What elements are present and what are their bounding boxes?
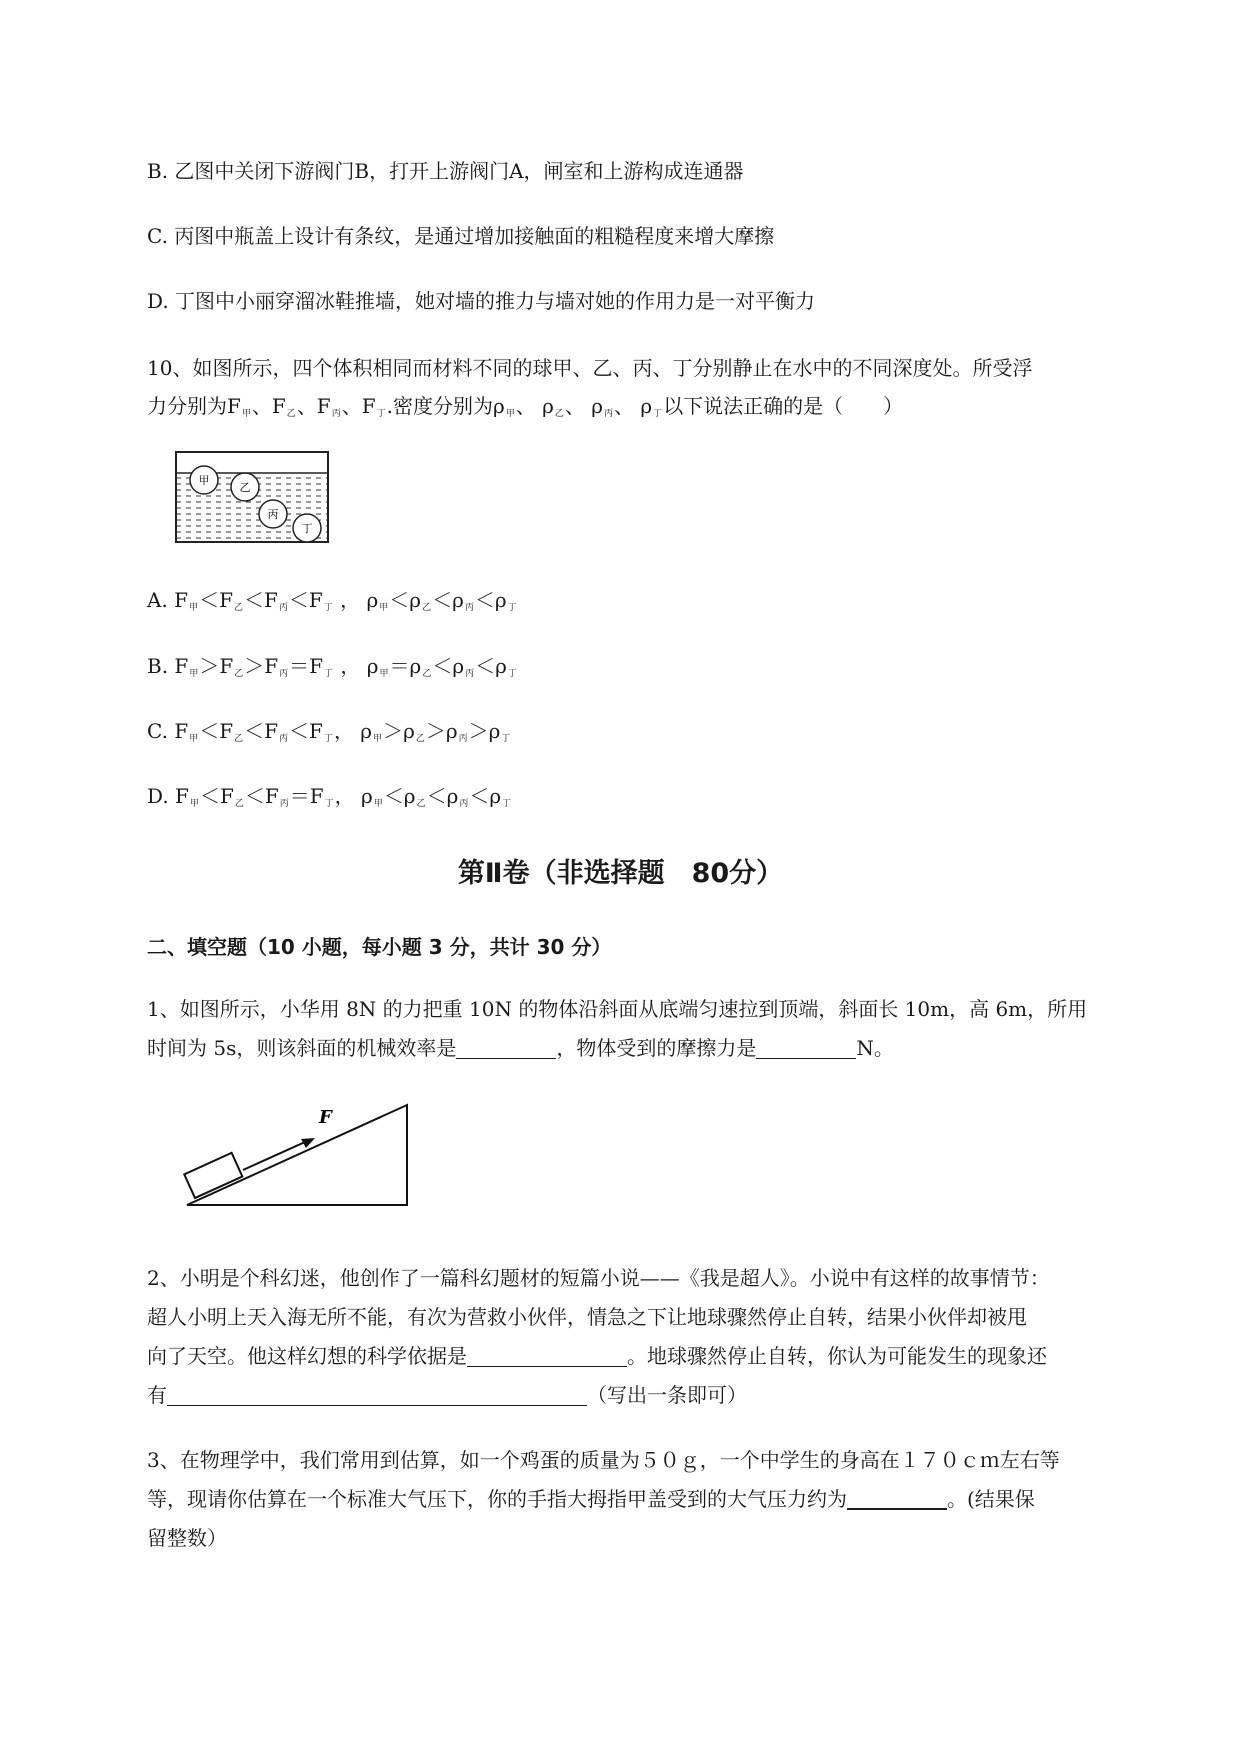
- fill1-text: 时间为 5s，则该斜面的机械效率是: [147, 1036, 457, 1060]
- fill2-text: （写出一条即可）: [587, 1383, 747, 1407]
- option-letter: A.: [147, 588, 175, 612]
- subscript: 丁: [376, 409, 386, 419]
- subscript: 丁: [653, 409, 663, 419]
- subscript: 乙: [286, 409, 296, 419]
- answer-blank[interactable]: [756, 1038, 856, 1059]
- q10-text: 以下说法正确的是（ ）: [663, 394, 904, 418]
- fill1-line1: 1、如图所示，小华用 8N 的力把重 10N 的物体沿斜面从底端匀速拉到顶端，斜面长 10m，高 6m，所用: [147, 997, 1088, 1021]
- option-letter: C.: [147, 719, 175, 743]
- q10-option-c: C. $F_甲<F_乙<F_丙<F_丁$， $\rho_甲>\rho_乙>\rho_丙>\rho_丁$: [147, 719, 511, 744]
- answer-blank[interactable]: [467, 1346, 627, 1367]
- q10-text: 、F: [296, 394, 331, 418]
- q10-option-a: A. $F_甲<F_乙<F_丙<F_丁$ ， $\rho_甲<\rho_乙<\rho_丙<\rho_丁$: [147, 588, 517, 613]
- fill2-line3: [147, 1344, 1047, 1368]
- q9-option-b: B. 乙图中关闭下游阀门B，打开上游阀门A，闸室和上游构成连通器: [147, 159, 744, 183]
- subscript: 丙: [604, 409, 614, 419]
- subscript: 丙: [331, 409, 341, 419]
- fill1-line2: [147, 1036, 894, 1060]
- fill3-text: 等，现请你估算在一个标准大气压下，你的手指大拇指甲盖受到的大气压力约为: [147, 1487, 847, 1511]
- fill3-line3: 留整数）: [147, 1526, 227, 1550]
- ball-label: 乙: [239, 481, 251, 494]
- section-title: 第Ⅱ卷（非选择题 80分）: [457, 858, 784, 889]
- answer-blank[interactable]: [456, 1038, 556, 1059]
- fill1-text: N。: [856, 1036, 894, 1060]
- q10-option-d: D. $F_甲<F_乙<F_丙=F_丁$， $\rho_甲<\rho_乙<\rho_丙<\rho_丁$: [147, 784, 512, 809]
- ball-label: 甲: [198, 474, 210, 487]
- fill3-text: 。(结果保: [947, 1487, 1035, 1511]
- q10-stem-line2: [147, 394, 903, 426]
- answer-blank[interactable]: [847, 1488, 947, 1510]
- fill2-text: 。地球骤然停止自转，你认为可能发生的现象还: [627, 1344, 1047, 1368]
- fill2-line1: 2、小明是个科幻迷，他创作了一篇科幻题材的短篇小说——《我是超人》。小说中有这样的故事情节：: [147, 1266, 1050, 1290]
- q9-option-c: C. 丙图中瓶盖上设计有条纹，是通过增加接触面的粗糙程度来增大摩擦: [147, 224, 775, 248]
- part-heading: 二、填空题（10 小题，每小题 3 分，共计 30 分）: [147, 935, 612, 959]
- q10-text: 、 ρ: [614, 394, 653, 418]
- fill3-line2: [147, 1487, 1035, 1511]
- fill2-line4: [147, 1383, 747, 1407]
- q9-option-d: D. 丁图中小丽穿溜冰鞋推墙，她对墙的推力与墙对她的作用力是一对平衡力: [147, 289, 816, 313]
- q10-text: 、 ρ: [515, 394, 554, 418]
- q10-stem-line1: 10、如图所示，四个体积相同而材料不同的球甲、乙、丙、丁分别静止在水中的不同深度处。所受浮: [147, 356, 1033, 380]
- q10-option-b: B. $F_甲>F_乙>F_丙=F_丁$ ， $\rho_甲=\rho_乙<\rho_丙<\rho_丁$: [147, 654, 517, 679]
- subscript: 甲: [241, 409, 251, 419]
- fill2-line2: 超人小明上天入海无所不能，有次为营救小伙伴，情急之下让地球骤然停止自转，结果小伙伴却被甩: [147, 1305, 1027, 1329]
- q10-text: 、F: [341, 394, 376, 418]
- q10-text: 、 ρ: [564, 394, 604, 418]
- ball-label: 丙: [267, 508, 279, 521]
- q10-text: .密度分别为ρ: [386, 394, 505, 418]
- fill2-text: 向了天空。他这样幻想的科学依据是: [147, 1344, 467, 1368]
- ball-label: 丁: [301, 522, 313, 535]
- force-label: F: [319, 1107, 332, 1128]
- fill2-text: 有: [147, 1383, 167, 1407]
- incline-figure: [175, 1095, 415, 1210]
- subscript: 乙: [554, 409, 564, 419]
- fill1-text: ，物体受到的摩擦力是: [556, 1036, 757, 1060]
- q10-text: 、F: [251, 394, 286, 418]
- balls-in-water-figure: [175, 451, 330, 546]
- option-letter: B.: [147, 654, 175, 678]
- subscript: 甲: [505, 409, 515, 419]
- q10-text: 力分别为F: [147, 394, 241, 418]
- answer-blank[interactable]: [167, 1385, 587, 1406]
- fill3-line1: 3、在物理学中，我们常用到估算，如一个鸡蛋的质量为５０ｇ，一个中学生的身高在１７０ｃｍ左右等: [147, 1448, 1060, 1472]
- option-letter: D.: [147, 784, 176, 808]
